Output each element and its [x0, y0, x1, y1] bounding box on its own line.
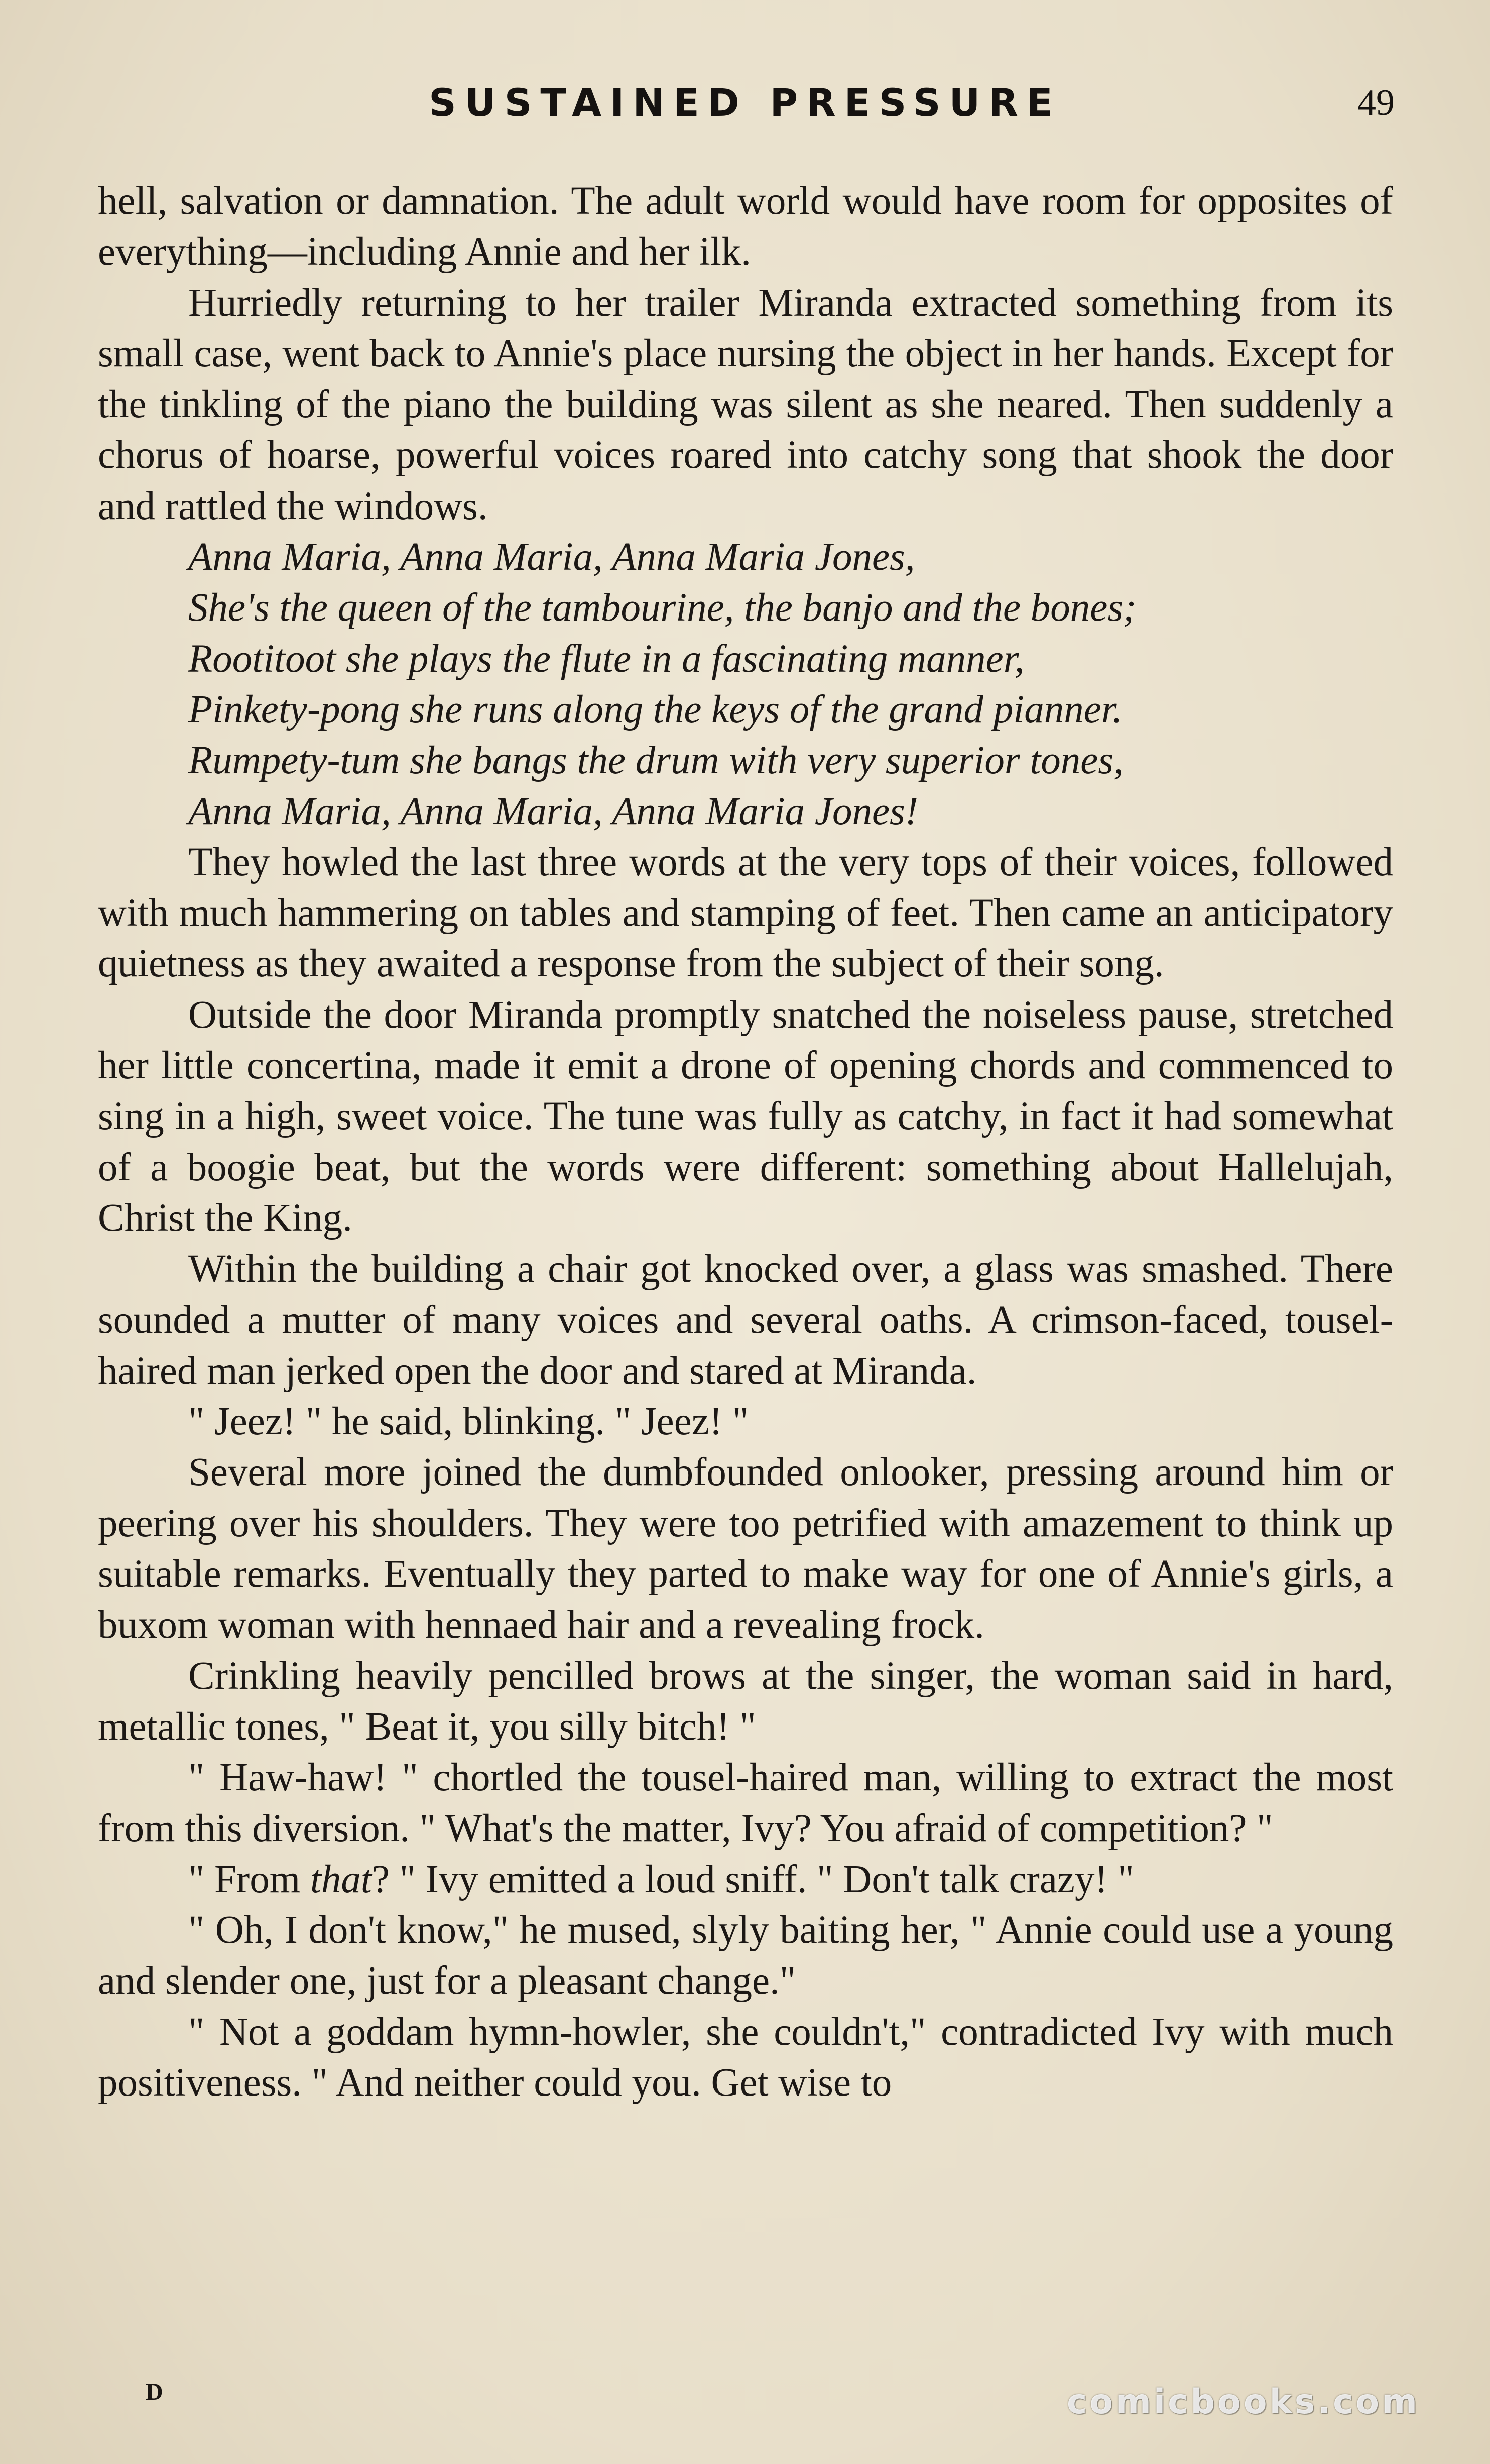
verse-line-3: Rootitoot she plays the flute in a fascinating manner, — [188, 637, 1025, 681]
paragraph-1: hell, salvation or damnation. The adult world would have room for opposites of everything—including Annie and her ilk. — [98, 179, 1393, 274]
paragraph-7: Several more joined the dumbfounded onlooker, pressing around him or peering over his shoulders. They were too petrified with amazement to think up suitable remarks. Eventually they parted to make way for one of Annie's girls, a buxom woman with hennaed hair and a revealing frock. — [98, 1450, 1393, 1647]
paragraph-10 — [98, 1854, 1393, 1905]
paragraph-4: Outside the door Miranda promptly snatched the noiseless pause, stretched her little concertina, made it emit a drone of opening chords and commenced to sing in a high, sweet voice. The tune was fully as catchy, in fact it had somewhat of a boogie beat, but the words were different: something about Hallelujah, Christ the King. — [98, 993, 1393, 1240]
verse-line-2: She's the queen of the tambourine, the banjo and the bones; — [188, 586, 1137, 630]
verse-line-4: Pinkety-pong she runs along the keys of the grand pianner. — [188, 687, 1123, 731]
paragraph-10-end: ? " Ivy emitted a loud sniff. " Don't talk crazy! " — [371, 1857, 1134, 1901]
verse-line-5: Rumpety-tum she bangs the drum with very superior tones, — [188, 738, 1124, 783]
paragraph-3: They howled the last three words at the very tops of their voices, followed with much hammering on tables and stamping of feet. Then came an anticipatory quietness as they awaited a response from the subject of their song. — [98, 840, 1393, 986]
paragraph-10-emphasis: that — [310, 1857, 372, 1901]
paragraph-12: " Not a goddam hymn-howler, she couldn't," contradicted Ivy with much positiveness. " And neither could you. Get wise to — [98, 2010, 1393, 2105]
page-header — [0, 75, 1490, 131]
paragraph-9: " Haw-haw! " chortled the tousel-haired man, willing to extract the most from this diversion. " What's the matter, Ivy? You afraid of competition? " — [98, 1756, 1393, 1851]
watermark-logo: comicbooks.com — [1066, 2382, 1420, 2422]
paragraph-2: Hurriedly returning to her trailer Miranda extracted something from its small case, went back to Annie's place nursing the object in her hands. Except for the tinkling of the piano the building was silent as she neared. Then suddenly a chorus of hoarse, powerful voices roared into catchy song that shook the door and rattled the windows. — [98, 281, 1393, 528]
verse-line-1: Anna Maria, Anna Maria, Anna Maria Jones, — [188, 535, 915, 579]
verse-line-6: Anna Maria, Anna Maria, Anna Maria Jones! — [188, 789, 919, 833]
running-head: SUSTAINED PRESSURE — [429, 80, 1061, 125]
signature-mark: D — [146, 2379, 163, 2405]
paragraph-6: " Jeez! " he said, blinking. " Jeez! " — [188, 1400, 749, 1444]
body-text — [98, 176, 1393, 2108]
page-number: 49 — [1357, 82, 1395, 124]
song-verse — [98, 532, 1393, 837]
paragraph-8: Crinkling heavily pencilled brows at the singer, the woman said in hard, metallic tones, " Beat it, you silly bitch! " — [98, 1654, 1393, 1749]
paragraph-5: Within the building a chair got knocked over, a glass was smashed. There sounded a mutter of many voices and several oaths. A crimson-faced, tousel-haired man jerked open the door and stared at Miranda. — [98, 1247, 1393, 1393]
paragraph-10-start: " From — [188, 1857, 310, 1901]
paragraph-11: " Oh, I don't know," he mused, slyly baiting her, " Annie could use a young and slender one, just for a pleasant change." — [98, 1908, 1393, 2003]
